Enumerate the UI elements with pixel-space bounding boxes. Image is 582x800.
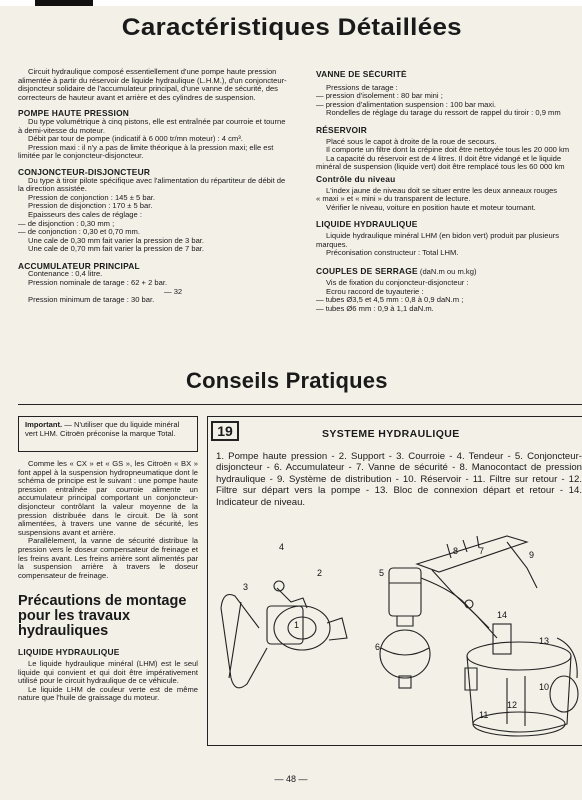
advice-paragraph-1: Comme les « CX » et « GS », les Citroën « BX » font appel à la suspension hydropneumatique dont le schéma de principe est le suivant : une pompe haute pression entraînée par courroie alimente un accumulateur principal comportant un conjoncteur-disjoncteur contrôlant la valeur moyenne de la pression distribuée dans le circuit. De là sont alimentées, à travers une vanne de sécurité, les suspensions avant et arrière.	[18, 459, 198, 537]
page-number: — 48 —	[274, 774, 308, 784]
page-title: Caractéristiques Détaillées	[121, 14, 462, 41]
cd-text-1: Du type à tiroir pilote spécifique avec l'alimentation du répartiteur de débit de la direction assistée.	[18, 175, 286, 194]
couples-heading-line	[316, 267, 582, 277]
liquide-heading: LIQUIDE HYDRAULIQUE	[316, 219, 418, 230]
precautions-heading: Précautions de montage pour les travaux hydrauliques	[18, 593, 187, 640]
callout-6: 6	[375, 642, 381, 652]
figure-title: SYSTEME HYDRAULIQUE	[322, 428, 460, 440]
vanne-heading: VANNE DE SÉCURITÉ	[316, 70, 407, 79]
couples-text-1: Vis de fixation du conjoncteur-disjoncteur :	[326, 278, 469, 288]
pompe-heading: POMPE HAUTE PRESSION	[18, 108, 130, 119]
important-box	[18, 416, 198, 452]
callout-13: 13	[539, 636, 550, 646]
liquide-hydraulique-heading: LIQUIDE HYDRAULIQUE	[18, 647, 120, 658]
reservoir-text-2: Il comporte un filtre dont la crépine doit être nettoyée tous les 20 000 km	[326, 145, 570, 155]
acc-text-1: Contenance : 0,4 litre.	[28, 269, 103, 279]
callout-10: 10	[539, 682, 550, 692]
vanne-text-2: — pression d'isolement : 80 bar mini ;	[316, 91, 443, 101]
callout-12: 12	[507, 700, 518, 710]
left-specs-column	[18, 68, 290, 305]
cd-text-6: — de conjonction : 0,30 et 0,70 mm.	[18, 227, 140, 237]
pompe-text-2: Débit par tour de pompe (indicatif à 6 000 tr/mn moteur) : 4 cm³.	[28, 134, 243, 144]
callout-7: 7	[479, 546, 485, 556]
callout-1: 1	[294, 620, 300, 630]
important-text: — N'utiliser que du liquide minéral vert LHM. Citroën préconise la marque Total.	[25, 420, 180, 438]
acc-text-2b: — 32	[164, 286, 183, 296]
callout-3: 3	[243, 582, 249, 592]
left-advice-column	[18, 460, 198, 703]
cd-text-8: Une cale de 0,70 mm fait varier la pression de 7 bar.	[28, 244, 205, 254]
couples-text-2: Ecrou raccord de tuyauterie :	[326, 286, 424, 296]
liquide-text-1: Liquide hydraulique minéral LHM (en bidon vert) produit par plusieurs	[326, 230, 559, 240]
acc-text-2: Pression nominale de tarage : 62 + 2 bar.	[28, 278, 168, 288]
callout-8: 8	[453, 546, 459, 556]
vanne-text-4: Rondelles de réglage du tarage du ressort de rappel du tiroir : 0,9 mm	[326, 108, 561, 118]
callout-5: 5	[379, 568, 385, 578]
reservoir-text-1: Placé sous le capot à droite de la roue de secours.	[326, 136, 497, 146]
vanne-text-3: — pression d'alimentation suspension : 100 bar maxi.	[316, 99, 496, 109]
acc-text-3: Pression minimum de tarage : 30 bar.	[28, 295, 155, 305]
hydraulic-system-drawing	[207, 528, 582, 746]
distribution-drawing	[417, 536, 537, 690]
section-title: Conseils Pratiques	[186, 368, 388, 393]
couples-unit: (daN.m ou m.kg)	[419, 266, 477, 276]
top-black-tab	[0, 0, 582, 6]
callout-2: 2	[317, 568, 323, 578]
callout-11: 11	[479, 710, 489, 720]
controle-text-3: Vérifier le niveau, voiture en position haute et moteur tournant.	[326, 202, 536, 212]
pompe-text-3: Pression maxi : il n'y a pas de limite théorique à la pression maxi; elle est limitée par le conjoncteur-disjoncteur.	[18, 142, 274, 161]
pump-assembly-drawing	[221, 581, 347, 688]
callout-4: 4	[279, 542, 285, 552]
liquide-text-2: marques.	[316, 239, 348, 249]
reservoir-text-4: minéral de suspension (liquide vert) doit être remplacé tous les 60 000 km	[316, 162, 565, 172]
acc-heading: ACCUMULATEUR PRINCIPAL	[18, 260, 140, 271]
reservoir-heading: RÉSERVOIR	[316, 124, 367, 135]
couples-text-3: — tubes Ø3,5 et 4,5 mm : 0,8 à 0,9 daN.m ;	[316, 295, 464, 305]
couples-text-4: — tubes Ø6 mm : 0,9 à 1,1 daN.m.	[316, 304, 434, 314]
couples-heading: COUPLES DE SERRAGE	[316, 265, 418, 276]
liquide-text-3: Préconisation constructeur : Total LHM.	[326, 248, 459, 258]
pompe-text-1: Du type volumétrique à cinq pistons, elle est entraînée par courroie et tourne à demi-vitesse du moteur.	[18, 116, 286, 135]
cd-text-4: Epaisseurs des cales de réglage :	[28, 209, 142, 219]
intro-paragraph: Circuit hydraulique composé essentiellement d'une pompe haute pression alimentée à partir du réservoir de liquide hydraulique (L.H.M.), d'un conjoncteur-disjoncteur solidaire de l'accumulateur principal, d'une vanne de sécurité, des correcteurs de hauteur avant et arrière et des cylindres de suspension.	[18, 67, 287, 102]
important-label: Important.	[25, 420, 63, 429]
cd-text-7: Une cale de 0,30 mm fait varier la pression de 3 bar.	[28, 235, 205, 245]
liquide-paragraph-2: Le liquide LHM de couleur verte est de même nature que l'huile de graissage du moteur.	[18, 684, 198, 703]
liquide-paragraph-1: Le liquide hydraulique minéral (LHM) est le seul liquide qui convient et qui doit être impérativement utilisé pour le circuit hydraulique de ce véhicule.	[18, 658, 198, 686]
cd-text-2: Pression de conjonction : 145 ± 5 bar.	[28, 192, 156, 202]
right-specs-column	[316, 70, 582, 314]
callout-9: 9	[529, 550, 535, 560]
cd-text-5: — de disjonction : 0,30 mm ;	[18, 218, 115, 228]
section-rule	[18, 404, 582, 405]
controle-heading: Contrôle du niveau	[316, 173, 396, 184]
reservoir-text-3: La capacité du réservoir est de 4 litres. Il doit être vidangé et le liquide	[326, 153, 562, 163]
accumulator-drawing	[380, 568, 430, 688]
controle-text-2: « maxi » et « mini » du transparent de lecture.	[316, 194, 471, 204]
vanne-text-1: Pressions de tarage :	[326, 82, 398, 92]
cd-heading: CONJONCTEUR-DISJONCTEUR	[18, 166, 151, 177]
cd-text-3: Pression de disjonction : 170 ± 5 bar.	[28, 201, 153, 211]
advice-paragraph-2: Parallèlement, la vanne de sécurité distribue la pression vers le doseur compensateur de freinage et les freins avant. Les freins arrière sont alimentés par la suspension arrière à travers le doseur compensateur de freinage.	[18, 536, 198, 580]
figure-legend: 1. Pompe haute pression - 2. Support - 3. Courroie - 4. Tendeur - 5. Conjoncteur-disjoncteur - 6. Accumulateur - 7. Vanne de sécurité - 8. Manocontact de pression hydraulique - 9. Système de distribution - 10. Réservoir - 11. Filtre sur retour - 12. Filtre sur départ vers la pompe - 13. Bloc de connexion départ et retour - 14. Indicateur de niveau.	[216, 451, 582, 508]
controle-text-1: L'index jaune de niveau doit se situer entre les deux anneaux rouges	[326, 185, 558, 195]
figure-number: 19	[211, 421, 239, 441]
callout-14: 14	[497, 610, 508, 620]
